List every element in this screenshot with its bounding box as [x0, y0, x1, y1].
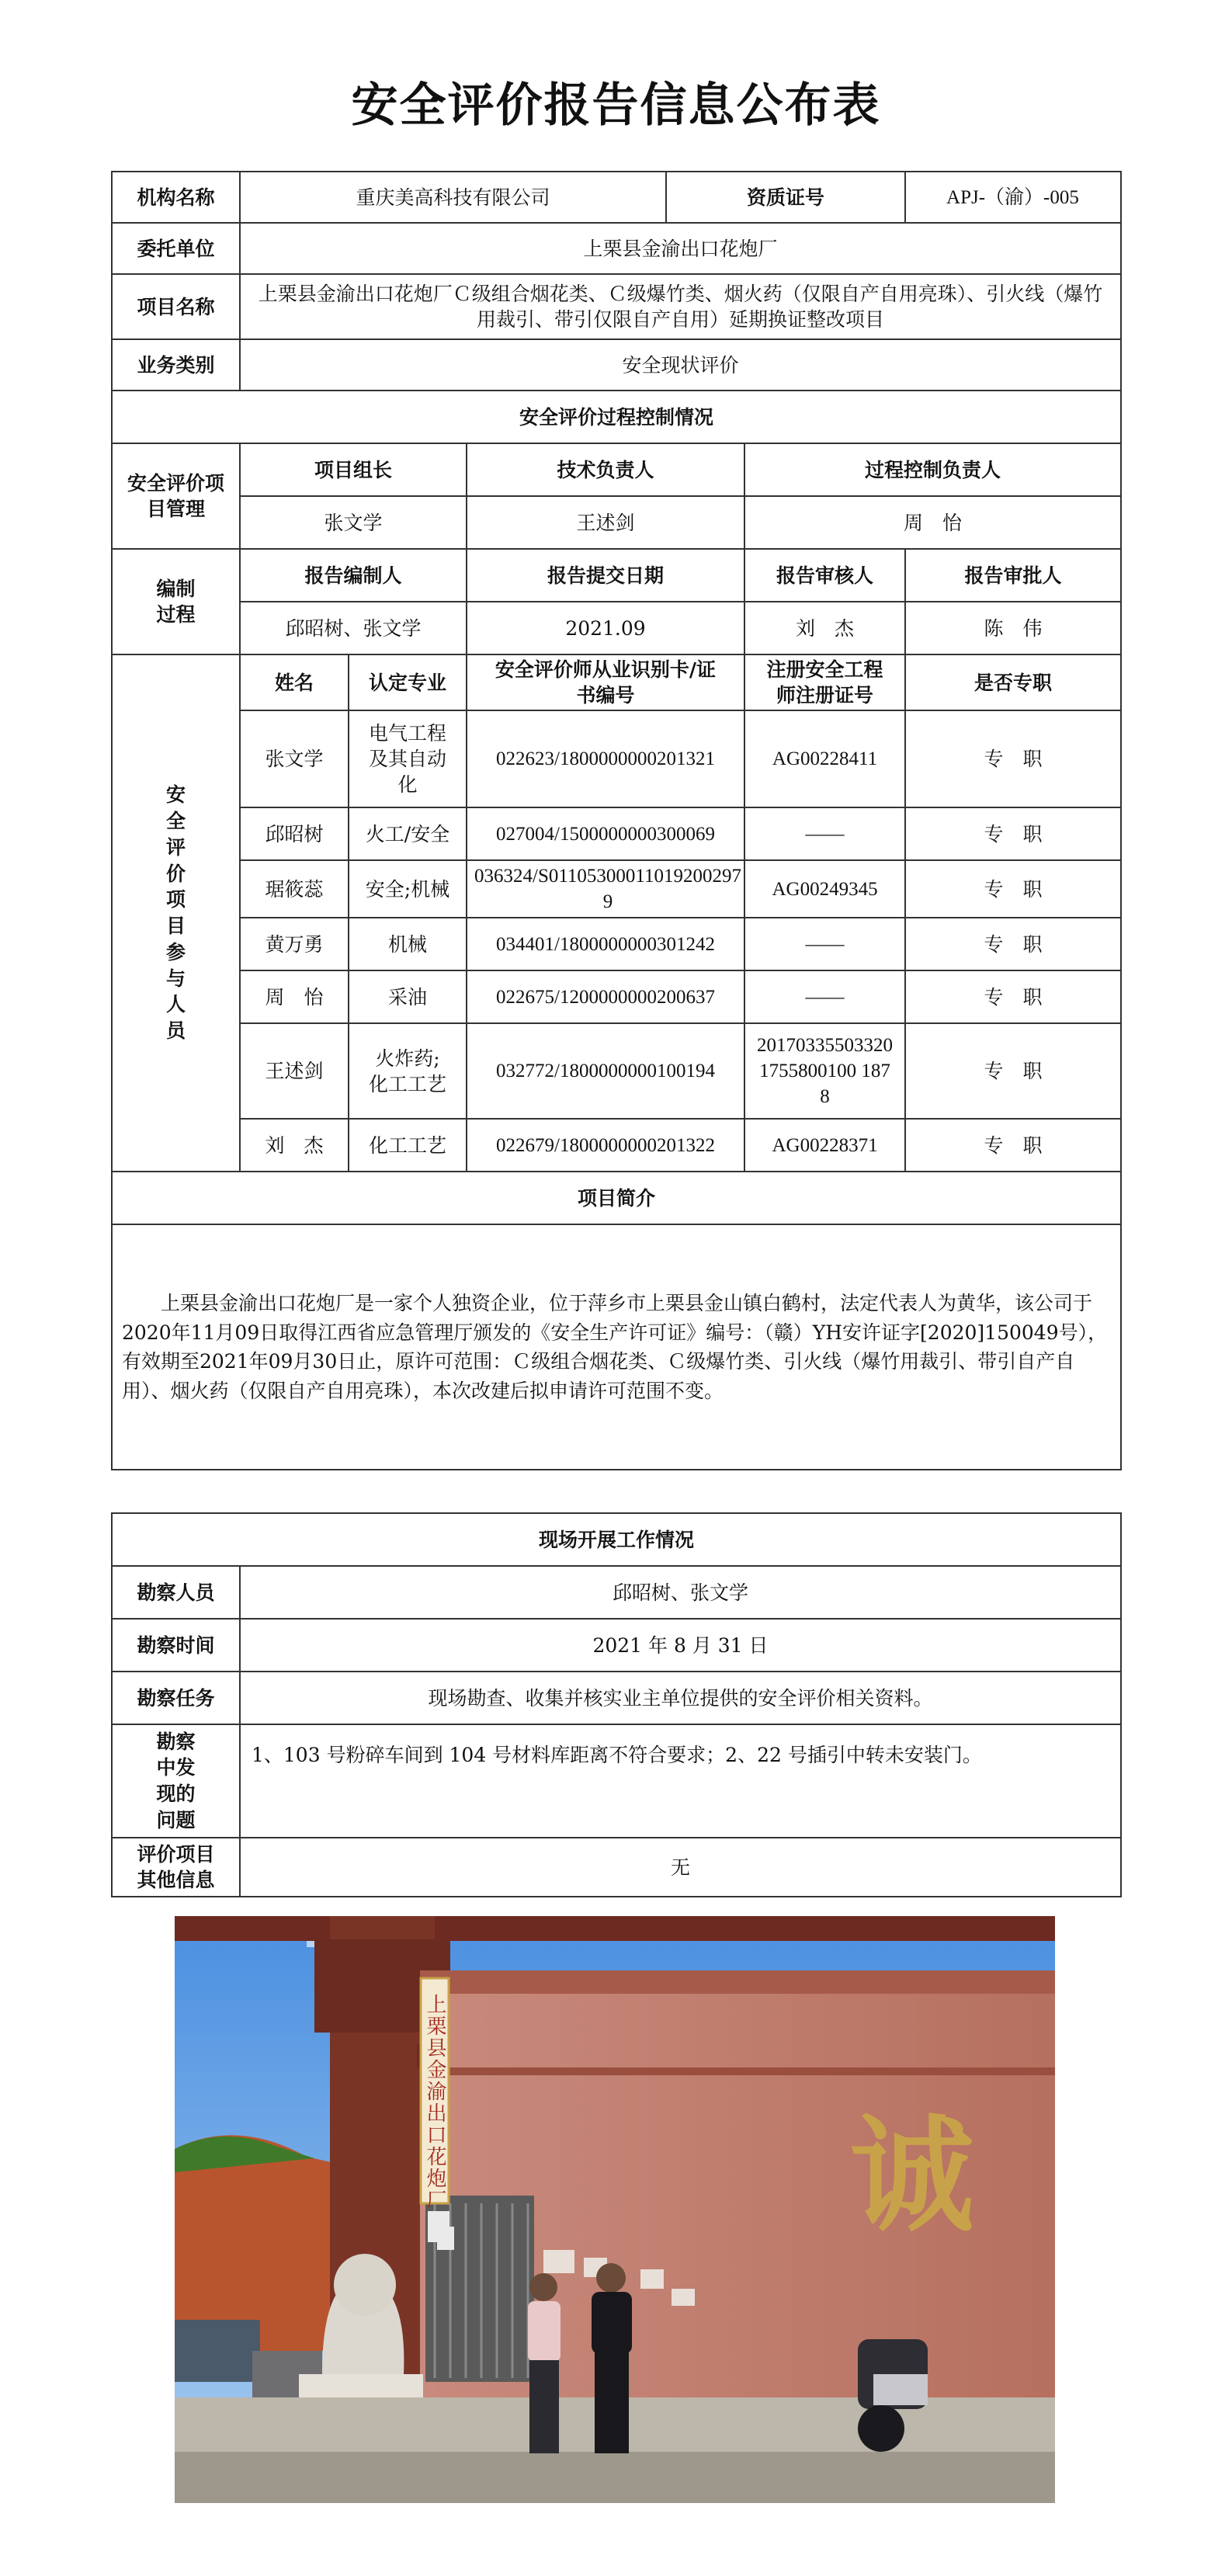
- staff-card-text: 036324/S011053000110192002979: [474, 866, 741, 912]
- client-value: 上栗县金渝出口花炮厂: [240, 223, 1121, 274]
- staff-major-text: 电气工程及其自动化: [368, 722, 446, 796]
- staff-card: [467, 860, 744, 918]
- task-value: 现场勘查、收集并核实业主单位提供的安全评价相关资料。: [240, 1672, 1121, 1724]
- compile-reviewer-value: 刘 杰: [744, 602, 905, 654]
- staff-name: 黄万勇: [240, 918, 349, 970]
- staff-major: 采油: [349, 970, 467, 1023]
- issues-label: [112, 1724, 240, 1838]
- table-row: [112, 1119, 1121, 1172]
- mgmt-header-control: 过程控制负责人: [744, 443, 1121, 496]
- staff-header-name: 姓名: [240, 654, 349, 710]
- cert-value: APJ-（渝）-005: [905, 172, 1121, 223]
- site-section-title: 现场开展工作情况: [112, 1513, 1121, 1566]
- time-label: 勘察时间: [112, 1619, 240, 1672]
- wall-character: 诚: [850, 2102, 975, 2248]
- staff-card: 022623/1800000000201321: [467, 710, 744, 807]
- site-table: [111, 1512, 1122, 1897]
- cert-label: 资质证号: [666, 172, 905, 223]
- staff-card: 022675/1200000000200637: [467, 970, 744, 1023]
- process-section-title: 安全评价过程控制情况: [112, 391, 1121, 443]
- staff-reg: [744, 1023, 905, 1119]
- staff-card: 022679/1800000000201322: [467, 1119, 744, 1172]
- biz-value: 安全现状评价: [240, 339, 1121, 391]
- staff-major: [349, 1023, 467, 1119]
- issues-label-text: 勘察中发现的问题: [156, 1730, 196, 1831]
- staff-header-card-text: 安全评价师从业识别卡/证书编号: [495, 658, 717, 706]
- staff-full: 专 职: [905, 807, 1121, 860]
- mgmt-leader-value: 张文学: [240, 496, 467, 549]
- staff-major: 化工工艺: [349, 1119, 467, 1172]
- biz-label: 业务类别: [112, 339, 240, 391]
- other-value: 无: [240, 1838, 1121, 1897]
- other-label: [112, 1838, 240, 1897]
- staff-header-reg-text: 注册安全工程师注册证号: [766, 658, 883, 706]
- staff-full: 专 职: [905, 970, 1121, 1023]
- staff-header-reg: [744, 654, 905, 710]
- compile-header-approver: 报告审批人: [905, 549, 1121, 602]
- staff-reg: ——: [744, 807, 905, 860]
- compile-header-date: 报告提交日期: [467, 549, 744, 602]
- table-row: [112, 970, 1121, 1023]
- staff-name: 张文学: [240, 710, 349, 807]
- mgmt-header-leader: 项目组长: [240, 443, 467, 496]
- staff-full: 专 职: [905, 918, 1121, 970]
- table-row: [112, 860, 1121, 918]
- staff-major: 安全;机械: [349, 860, 467, 918]
- staff-card: 027004/1500000000300069: [467, 807, 744, 860]
- compile-author-value: 邱昭树、张文学: [240, 602, 467, 654]
- compile-label-text: 编制过程: [156, 578, 196, 626]
- people-value: 邱昭树、张文学: [240, 1566, 1121, 1619]
- page-title: 安全评价报告信息公布表: [351, 78, 881, 133]
- org-label: 机构名称: [112, 172, 240, 223]
- staff-reg-text: 201703355033201755800100 1878: [757, 1035, 894, 1107]
- compile-header-author: 报告编制人: [240, 549, 467, 602]
- table-row: [112, 918, 1121, 970]
- staff-major: 火工/安全: [349, 807, 467, 860]
- staff-name: 琚筱蕊: [240, 860, 349, 918]
- staff-major-text: 火炸药;化工工艺: [368, 1047, 446, 1095]
- mgmt-label-text: 安全评价项目管理: [127, 472, 224, 520]
- issues-value: 1、103 号粉碎车间到 104 号材料库距离不符合要求；2、22 号插引中转未安装门。: [240, 1724, 1121, 1838]
- staff-name: 邱昭树: [240, 807, 349, 860]
- staff-reg: ——: [744, 970, 905, 1023]
- staff-name: 周 怡: [240, 970, 349, 1023]
- mgmt-tech-value: 王述剑: [467, 496, 744, 549]
- summary-section-title: 项目简介: [112, 1172, 1121, 1224]
- staff-full: 专 职: [905, 1119, 1121, 1172]
- table-row: [112, 710, 1121, 807]
- info-table: [111, 171, 1122, 1470]
- client-label: 委托单位: [112, 223, 240, 274]
- staff-major: 机械: [349, 918, 467, 970]
- staff-card: 032772/1800000000100194: [467, 1023, 744, 1119]
- staff-reg: AG00228411: [744, 710, 905, 807]
- table-row: [112, 1023, 1121, 1119]
- staff-label: [112, 654, 240, 1172]
- project-label: 项目名称: [112, 274, 240, 339]
- site-photo: [175, 1916, 1055, 2503]
- compile-approver-value: 陈 伟: [905, 602, 1121, 654]
- table-row: [112, 807, 1121, 860]
- staff-card: 034401/1800000000301242: [467, 918, 744, 970]
- project-value: 上栗县金渝出口花炮厂Ｃ级组合烟花类、Ｃ级爆竹类、烟火药（仅限自产自用亮珠）、引火线（爆竹用裁引、带引仅限自产自用）延期换证整改项目: [240, 274, 1121, 339]
- staff-header-full: 是否专职: [905, 654, 1121, 710]
- task-label: 勘察任务: [112, 1672, 240, 1724]
- compile-date-value: 2021.09: [467, 602, 744, 654]
- compile-header-reviewer: 报告审核人: [744, 549, 905, 602]
- gate-sign-text: 上栗县金渝出口花炮厂: [423, 1994, 446, 2211]
- org-value: 重庆美高科技有限公司: [240, 172, 666, 223]
- mgmt-label: [112, 443, 240, 549]
- summary-text: 上栗县金渝出口花炮厂是一家个人独资企业，位于萍乡市上栗县金山镇白鹤村，法定代表人为黄华，该公司于2020年11月09日取得江西省应急管理厅颁发的《安全生产许可证》编号：（赣）YH安许证字[2020]150049号），有效期至2021年09月30日止，原许可范围：Ｃ级组合烟花类、Ｃ级爆竹类、引火线（爆竹用裁引、带引自产自用）、烟火药（仅限自产自用亮珠），本次改建后拟申请许可范围不变。: [112, 1224, 1121, 1470]
- compile-label: [112, 549, 240, 654]
- staff-header-major: 认定专业: [349, 654, 467, 710]
- staff-reg: AG00249345: [744, 860, 905, 918]
- staff-full: 专 职: [905, 1023, 1121, 1119]
- mgmt-header-tech: 技术负责人: [467, 443, 744, 496]
- mgmt-control-value: 周 怡: [744, 496, 1121, 549]
- other-label-text: 评价项目其他信息: [137, 1843, 215, 1891]
- staff-reg: ——: [744, 918, 905, 970]
- people-label: 勘察人员: [112, 1566, 240, 1619]
- staff-name: 王述剑: [240, 1023, 349, 1119]
- staff-major: [349, 710, 467, 807]
- time-value: 2021 年 8 月 31 日: [240, 1619, 1121, 1672]
- staff-full: 专 职: [905, 860, 1121, 918]
- staff-name: 刘 杰: [240, 1119, 349, 1172]
- staff-reg: AG00228371: [744, 1119, 905, 1172]
- staff-full: 专 职: [905, 710, 1121, 807]
- staff-header-card: [467, 654, 744, 710]
- staff-label-text: 安全评价项目参与人员: [165, 783, 186, 1042]
